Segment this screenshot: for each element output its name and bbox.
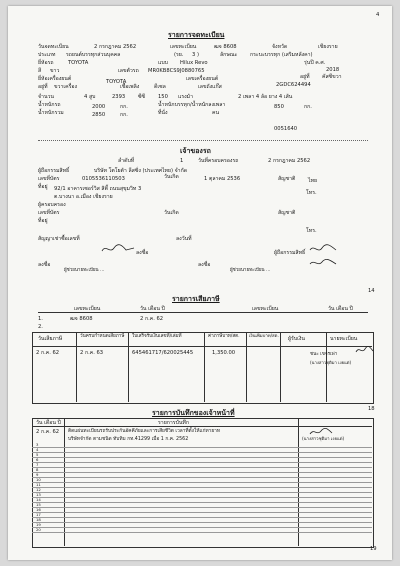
other-row-line [32,477,372,478]
registration-title: รายการจดทะเบียน [168,31,225,39]
tax-top-date-1: 2 ก.ค. 62 [140,316,164,322]
cc-value: 2393 [112,94,126,100]
model-year-label: รุ่นปี ค.ศ. [304,60,326,66]
tax-col-date: วันเสียภาษี [38,336,63,342]
sign1-role: ผู้ถือกรรมสิทธิ์ [274,250,306,256]
contract-date-label: ลงวันที่ [176,236,192,242]
appearance-value: กระบะบรรทุก (เสริมหลังคา) [250,52,313,58]
tax-col-extra: เงินเพิ่มบาท/สต. [249,334,279,339]
contract-label: สัญญาเช่าซื้อเลขที่ [38,236,80,242]
hp-label: แรงม้า [178,94,193,100]
holder-birth-label: วันเกิด [164,174,179,180]
tax-top-no-1: 1. [38,316,43,322]
province-label: จังหวัด [272,44,288,50]
divider [38,140,368,141]
seats-unit: คน [212,110,220,116]
page-ref-other: 18 [368,406,375,412]
page-number-top: 4 [376,12,380,18]
chassis-loc-label: อยู่ที่ [300,74,310,80]
owner-date-label: วันที่ครอบครองรถ [198,158,239,164]
signature-mark-3 [308,257,338,269]
other-row-number: 20 [36,527,41,532]
holder-id: 0105536110503 [82,176,125,182]
plate-value: ฒจ 8608 [214,44,237,50]
other-row-number: 3 [36,442,39,447]
units-value: 4 สูบ [84,94,96,100]
page-number-bottom: 19 [370,546,377,552]
appearance-label: ลักษณะ [220,52,238,58]
color-value: ขาว [50,68,60,74]
other-row-line [32,502,372,503]
engine-loc: ขวาเครื่อง [54,84,78,90]
rule [76,332,77,402]
other-row-number: 13 [36,492,41,497]
rule [38,312,368,313]
engine-loc-label: อยู่ที่ [38,84,48,90]
weight-unit: กก. [120,104,128,110]
axles-value: 2 เพลา 4 ล้อ ยาง 4 เส้น [238,94,293,100]
other-row-line [32,532,372,533]
rule [280,332,281,402]
other-row-line [32,447,372,448]
other-row-number: 5 [36,452,39,457]
other-row-line [32,492,372,493]
load-unit: กก. [304,104,312,110]
holder-value: บริษัท โตโยต้า ลีสซิ่ง (ประเทศไทย) จำกัด [94,168,188,174]
sign1-label: ลงชื่อ [136,250,149,256]
other-row-line [32,497,372,498]
holder-id-label: เลขที่บัตร [38,176,60,182]
other-row-number: 9 [36,472,39,477]
tax-col-officer: นายทะเบียน [330,336,358,342]
other-row-line [32,472,372,473]
other-row-number: 19 [36,522,41,527]
seats-label: ที่นั่ง [158,110,168,116]
model-value: Hilux Revo [180,60,208,66]
rule [326,332,327,402]
other-row-number: 8 [36,467,39,472]
holder-address-1: 92/1 อาคารเซอร์วิส สิตี้ ถนนสุขุมวิท 3 [54,186,142,192]
rule [204,332,205,402]
other-row-line [32,452,372,453]
other-row-number: 16 [36,507,41,512]
holder-label: ผู้ถือกรรมสิทธิ์ [38,168,70,174]
other-row-line [32,512,372,513]
fuel-value: ดีเซล [154,84,166,90]
signature-mark-1 [100,242,136,256]
other-row-number: 12 [36,487,41,492]
cc-label: ซีซี [138,94,146,100]
other-row-line [32,487,372,488]
holder-address-label: ที่อยู่ [38,184,48,190]
type-label: ประเภท [38,52,56,58]
tax-top-no-2: 2. [38,324,43,330]
signature-mark-4 [354,344,374,356]
weight-value: 2000 [92,104,106,110]
owner-title: เจ้าของรถ [180,147,211,155]
other-row-number: 7 [36,462,39,467]
possessor-label: ผู้ครอบครอง [38,202,66,208]
doc-number: 0051640 [274,126,298,132]
tax-officer-note: (นางสาวชุติมา เงยแต่) [310,360,352,365]
possessor-id-label: เลขที่บัตร [38,210,60,216]
rule [32,346,372,347]
type-code: 3 ) [192,52,199,58]
sign-name-left: ผู้ช่วยนายทะเบียน ... [64,268,105,273]
other-row-line2: บริษัทจำกัด ตามชนิด ทับทิม กท.41299 เมื่อ 1 ก.ค. 2562 [68,437,189,442]
brand-label: ยี่ห้อรถ [38,60,54,66]
other-row-officer: (นางสาวชุติมา เงยแต่) [302,437,345,442]
other-row-line [32,457,372,458]
engine-no: 2GDC624494 [276,82,311,88]
load-value: 850 [274,104,284,110]
signature-mark-5 [308,426,334,438]
color-label: สี [38,68,42,74]
other-row-line [32,467,372,468]
engine-no-label: เลขเครื่องยนต์ [186,76,219,82]
other-row-number: 15 [36,502,41,507]
engine-brand-label: ยี่ห้อเครื่องยนต์ [38,76,72,82]
rule [128,332,129,402]
sign2-label: ลงชื่อ [198,262,211,268]
holder-address-2: ต.บางนา อ.เมือง เชียงราย [54,194,113,200]
tax-col-receipt: ใบเสร็จรับเงินเลขที่/เล่มที่ [132,334,182,339]
other-title: รายการบันทึกของเจ้าหน้าที่ [152,409,235,417]
other-row-line [32,507,372,508]
possessor-birth-label: วันเกิด [164,210,179,216]
brand-value: TOYOTA [68,60,89,66]
tax-row-amount: 1,350.00 [212,350,236,356]
other-row-line1: ติดแผ่นทะเบียนรถรับประกันอัคคีภัยและการเสียชีวิต เวลาที่ตั้งให้แก่ทายาท [68,429,221,434]
weight-label: น้ำหนักรถ [38,102,61,108]
owner-order-label: ลำดับที่ [118,158,135,164]
tax-title: รายการเสียภาษี [172,295,220,303]
chassis-value: MR0KB8CS9J0880765 [148,68,205,74]
load-label: น้ำหนักบรรทุก/น้ำหนักลงเพลา [158,102,226,108]
rule [246,332,247,402]
other-row-number: 6 [36,457,39,462]
registration-document [8,6,392,560]
type-value: รถยนต์บรรทุกส่วนบุคคล [66,52,121,58]
possessor-nat-label: สัญชาติ [278,210,296,216]
other-row-number: 17 [36,512,41,517]
page-ref-tax: 14 [368,288,375,294]
tax-valid-label-1: วัน เดือน ปี [140,306,165,312]
sign2-label-left: ลงชื่อ [38,262,51,268]
other-row-date: 2 ก.ค. 62 [36,429,60,435]
signature-mark-2 [308,242,338,256]
holder-phone-label: โทร. [306,190,317,196]
sign-name-right: ผู้ช่วยนายทะเบียน ... [230,268,271,273]
tax-col-receiver: ผู้รับเงิน [288,336,305,342]
tax-valid-label-2: วัน เดือน ปี [328,306,353,312]
holder-birth: 1 ตุลาคม 2536 [204,176,241,182]
type-code-label: (รย. [174,52,184,58]
reg-date: 2 กรกฎาคม 2562 [94,44,137,50]
other-row-line [32,517,372,518]
units-label: จำนวน [38,94,54,100]
fuel-label: เชื้อเพลิง [120,84,140,90]
tax-row-due: 2 ก.ค. 63 [80,350,104,356]
tax-col-due: วันครบกำหนดเสียภาษี [80,334,125,339]
tax-row-receipt: 645461717/620025445 [132,350,194,356]
engine-brand: TOYOTA [106,79,127,85]
tax-row-officer: ชนะ เขจรเพ่า [310,352,338,357]
tax-plate-label-1: เลขทะเบียน [74,306,101,312]
possessor-address-label: ที่อยู่ [38,218,48,224]
holder-nat-label: สัญชาติ [278,176,296,182]
other-row-line [32,462,372,463]
gas-no-label: เลขถังแก๊ส [198,84,222,90]
plate-label: เลขทะเบียน [170,44,197,50]
tax-plate-label-2: เลขทะเบียน [252,306,279,312]
other-row-line [32,522,372,523]
gross-value: 2850 [92,112,106,118]
reg-date-label: วันจดทะเบียน [38,44,69,50]
province-value: เชียงราย [318,44,338,50]
other-row-number: 14 [36,497,41,502]
other-row-number: 4 [36,447,39,452]
tax-col-amount: ค่าภาษีบาท/สต. [208,334,240,339]
tax-row-date: 2 ก.ค. 62 [36,350,60,356]
gross-label: น้ำหนักรวม [38,110,64,116]
chassis-label: เลขตัวรถ [118,68,139,74]
tax-table [32,332,374,404]
other-row-number: 18 [36,517,41,522]
other-row-line [32,527,372,528]
holder-nat: ไทย [308,178,318,184]
owner-order: 1 [180,158,184,164]
possessor-phone-label: โทร. [306,228,317,234]
owner-date: 2 กรกฎาคม 2562 [268,158,311,164]
other-row-number: 11 [36,482,41,487]
other-row-line [32,482,372,483]
hp-value: 150 [158,94,168,100]
other-row-number: 10 [36,477,41,482]
tax-top-plate-1: ฒจ 8608 [70,316,93,322]
chassis-loc: คัสซีขวา [322,74,342,80]
other-col-date: วัน เดือน ปี [36,420,61,426]
gross-unit: กก. [120,112,128,118]
model-label: แบบ [158,60,168,66]
other-col-entry: รายการบันทึก [158,420,189,426]
model-year-value: 2018 [326,67,340,73]
